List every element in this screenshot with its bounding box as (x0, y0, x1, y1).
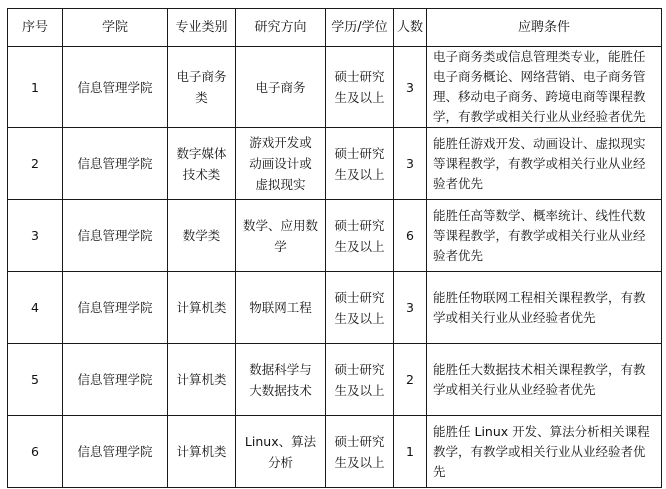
cell-degree (326, 128, 394, 200)
direction-text: Linux、算法分析 (244, 433, 317, 470)
cell-no: 3 (8, 200, 63, 272)
header-count: 人数 (394, 9, 427, 47)
cell-count: 6 (394, 200, 427, 272)
direction-text: 数据科学与大数据技术 (249, 361, 312, 398)
cell-degree (326, 272, 394, 344)
table-row (8, 344, 662, 416)
cell-no: 5 (8, 344, 63, 416)
cell-college: 信息管理学院 (63, 200, 168, 272)
cell-no: 1 (8, 47, 63, 128)
direction-text: 游戏开发或动画设计或虚拟现实 (249, 135, 312, 192)
cell-category (168, 128, 236, 200)
header-category: 专业类别 (168, 9, 236, 47)
degree-text: 硕士研究生及以上 (334, 289, 385, 326)
table-body (8, 47, 662, 488)
cell-requirements: 能胜任游戏开发、动画设计、虚拟现实等课程教学，有教学或相关行业从业经验者优先 (427, 128, 662, 200)
cell-direction (236, 416, 326, 488)
header-degree: 学历/学位 (326, 9, 394, 47)
cell-category: 数学类 (168, 200, 236, 272)
cell-college: 信息管理学院 (63, 272, 168, 344)
cell-category: 计算机类 (168, 344, 236, 416)
cell-no: 2 (8, 128, 63, 200)
degree-text: 硕士研究生及以上 (334, 69, 385, 105)
cell-count: 1 (394, 416, 427, 488)
cell-college: 信息管理学院 (63, 416, 168, 488)
cell-count: 3 (394, 47, 427, 128)
cell-no: 4 (8, 272, 63, 344)
cell-count: 3 (394, 272, 427, 344)
cell-requirements: 电子商务类或信息管理类专业，能胜任电子商务概论、网络营销、电子商务管理、移动电子商务、跨境电商等课程教学，有教学或相关行业从业经验者优先 (427, 47, 662, 128)
table-row (8, 47, 662, 128)
table-row (8, 128, 662, 200)
cell-requirements: 能胜任高等数学、概率统计、线性代数等课程教学，有教学或相关行业从业经验者优先 (427, 200, 662, 272)
cell-degree (326, 344, 394, 416)
cell-requirements: 能胜任 Linux 开发、算法分析相关课程教学，有教学或相关行业从业经验者优先 (427, 416, 662, 488)
direction-text: 数学、应用数学 (242, 217, 318, 254)
cell-degree (326, 200, 394, 272)
degree-text: 硕士研究生及以上 (334, 433, 385, 470)
direction-text: 电子商务 (255, 79, 306, 95)
degree-text: 硕士研究生及以上 (334, 145, 385, 182)
header-college: 学院 (63, 9, 168, 47)
header-no: 序号 (8, 9, 63, 47)
cell-direction (236, 47, 326, 128)
category-text: 电子商务类 (176, 69, 227, 105)
cell-direction (236, 200, 326, 272)
table-row (8, 200, 662, 272)
table-row (8, 272, 662, 344)
cell-count: 3 (394, 128, 427, 200)
cell-direction: 物联网工程 (236, 272, 326, 344)
recruitment-table (7, 8, 662, 488)
table-header (8, 9, 662, 47)
cell-no: 6 (8, 416, 63, 488)
cell-degree (326, 416, 394, 488)
cell-college: 信息管理学院 (63, 344, 168, 416)
cell-count: 2 (394, 344, 427, 416)
cell-requirements: 能胜任物联网工程相关课程教学，有教学或相关行业从业经验者优先 (427, 272, 662, 344)
degree-text: 硕士研究生及以上 (334, 217, 385, 254)
cell-category: 计算机类 (168, 416, 236, 488)
cell-degree (326, 47, 394, 128)
header-row (8, 9, 662, 47)
header-direction: 研究方向 (236, 9, 326, 47)
degree-text: 硕士研究生及以上 (334, 361, 385, 398)
cell-direction (236, 128, 326, 200)
cell-direction (236, 344, 326, 416)
cell-requirements: 能胜任大数据技术相关课程教学，有教学或相关行业从业经验者优先 (427, 344, 662, 416)
cell-category (168, 47, 236, 128)
table-row (8, 416, 662, 488)
cell-college: 信息管理学院 (63, 128, 168, 200)
cell-college: 信息管理学院 (63, 47, 168, 128)
header-requirements: 应聘条件 (427, 9, 662, 47)
category-text: 数字媒体技术类 (176, 145, 227, 182)
cell-category: 计算机类 (168, 272, 236, 344)
